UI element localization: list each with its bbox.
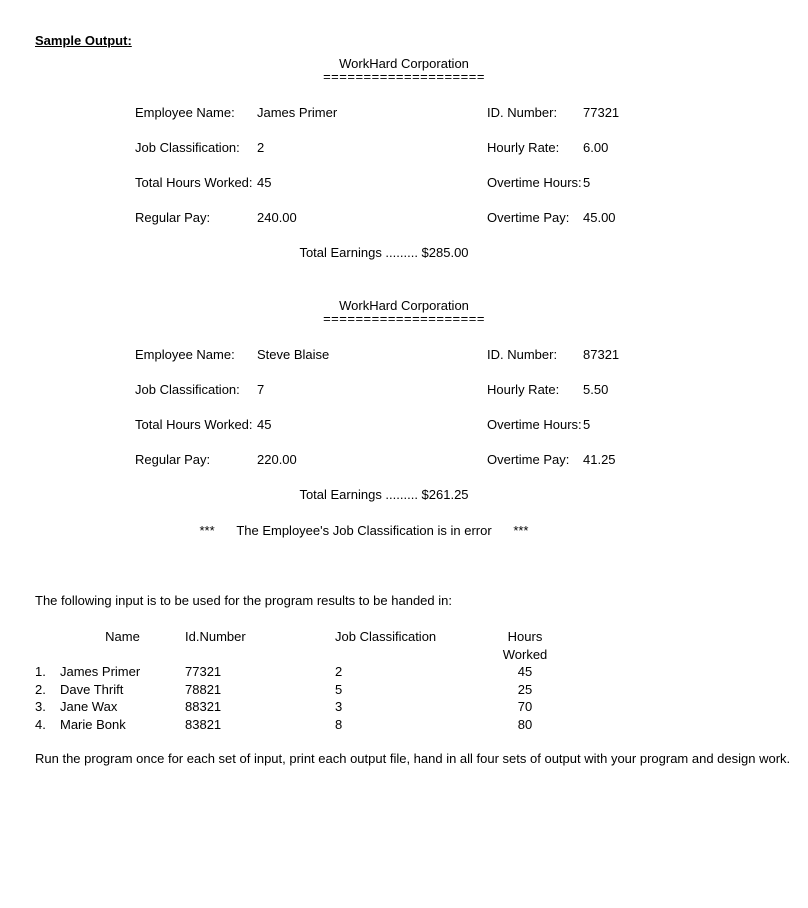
field-label: Job Classification: bbox=[135, 140, 240, 155]
company-name: WorkHard Corporation bbox=[339, 298, 469, 313]
field-value: 77321 bbox=[583, 105, 620, 120]
pay-stub-2 bbox=[35, 298, 773, 538]
field-value: 45 bbox=[257, 175, 272, 190]
cell-name: Marie Bonk bbox=[60, 716, 126, 732]
cell-hours-worked: 25 bbox=[517, 681, 533, 697]
pay-stub-fields bbox=[135, 105, 773, 225]
cell-job-classification: 8 bbox=[335, 716, 343, 732]
field-value: 41.25 bbox=[583, 452, 616, 467]
company-underline: ==================== bbox=[323, 311, 485, 326]
company-name: WorkHard Corporation bbox=[339, 56, 469, 71]
field-value: 45.00 bbox=[583, 210, 616, 225]
error-star-right: *** bbox=[513, 523, 529, 538]
col-header-job-classification: Job Classification bbox=[335, 629, 437, 644]
col-spacer bbox=[35, 628, 60, 663]
field-label: Regular Pay: bbox=[135, 452, 211, 467]
pay-stub-1 bbox=[35, 56, 773, 260]
cell-id-number: 78821 bbox=[185, 681, 222, 697]
stub-row bbox=[135, 175, 773, 190]
field-label: Total Hours Worked: bbox=[135, 175, 253, 190]
field-value: 87321 bbox=[583, 347, 620, 362]
stub-row bbox=[135, 105, 773, 120]
cell-name: Dave Thrift bbox=[60, 681, 124, 697]
cell-name: Jane Wax bbox=[60, 699, 118, 714]
row-number: 4. bbox=[35, 716, 46, 732]
col-header-hours-worked: Hours Worked bbox=[502, 629, 548, 662]
cell-hours-worked: 70 bbox=[517, 699, 533, 714]
stub-row bbox=[135, 140, 773, 155]
stub-row bbox=[135, 382, 773, 397]
field-label: Overtime Pay: bbox=[487, 210, 570, 225]
cell-name: James Primer bbox=[60, 664, 141, 679]
cell-job-classification: 2 bbox=[335, 664, 343, 679]
sample-output-heading: Sample Output: bbox=[35, 33, 132, 48]
cell-job-classification: 3 bbox=[335, 699, 343, 714]
field-label: Overtime Hours: bbox=[487, 175, 582, 190]
field-value: 5.50 bbox=[583, 382, 609, 397]
total-earnings: Total Earnings ......... $261.25 bbox=[299, 487, 469, 502]
cell-id-number: 88321 bbox=[185, 699, 222, 714]
field-label: Overtime Hours: bbox=[487, 417, 582, 432]
col-header-id-number: Id.Number bbox=[185, 629, 246, 644]
field-label: Employee Name: bbox=[135, 347, 235, 362]
field-label: Overtime Pay: bbox=[487, 452, 570, 467]
field-value: 45 bbox=[257, 417, 272, 432]
row-number: 3. bbox=[35, 699, 46, 714]
error-message-line bbox=[0, 523, 733, 538]
stub-row bbox=[135, 417, 773, 432]
footer-instruction: Run the program once for each set of input, print each output file, hand in all four sets of output with your program and design work. bbox=[35, 751, 791, 766]
field-label: Regular Pay: bbox=[135, 210, 211, 225]
field-value: James Primer bbox=[257, 105, 338, 120]
table-row bbox=[35, 663, 773, 681]
field-label: Hourly Rate: bbox=[487, 382, 560, 397]
field-value: 5 bbox=[583, 175, 591, 190]
field-label: Total Hours Worked: bbox=[135, 417, 253, 432]
stub-row bbox=[135, 347, 773, 362]
field-value: 6.00 bbox=[583, 140, 609, 155]
cell-hours-worked: 80 bbox=[517, 716, 533, 732]
table-row bbox=[35, 698, 773, 716]
col-header-name: Name bbox=[105, 629, 140, 644]
field-value: 240.00 bbox=[257, 210, 297, 225]
cell-job-classification: 5 bbox=[335, 681, 343, 697]
stub-row bbox=[135, 452, 773, 467]
field-value: 220.00 bbox=[257, 452, 297, 467]
field-value: 5 bbox=[583, 417, 591, 432]
row-number: 1. bbox=[35, 664, 46, 679]
table-row bbox=[35, 716, 773, 734]
table-row bbox=[35, 681, 773, 699]
cell-hours-worked: 45 bbox=[517, 664, 533, 679]
field-value: 7 bbox=[257, 382, 265, 397]
stub-row bbox=[135, 210, 773, 225]
row-number: 2. bbox=[35, 681, 46, 697]
field-label: ID. Number: bbox=[487, 347, 558, 362]
input-table bbox=[35, 628, 773, 733]
field-label: Employee Name: bbox=[135, 105, 235, 120]
error-message-text: The Employee's Job Classification is in error bbox=[236, 523, 492, 538]
field-label: ID. Number: bbox=[487, 105, 558, 120]
table-header-row bbox=[35, 628, 773, 663]
cell-id-number: 83821 bbox=[185, 716, 222, 732]
cell-id-number: 77321 bbox=[185, 664, 222, 679]
field-value: 2 bbox=[257, 140, 265, 155]
pay-stub-fields bbox=[135, 347, 773, 467]
total-earnings: Total Earnings ......... $285.00 bbox=[299, 245, 469, 260]
field-value: Steve Blaise bbox=[257, 347, 330, 362]
input-intro-text: The following input is to be used for the program results to be handed in: bbox=[35, 593, 452, 608]
company-underline: ==================== bbox=[323, 69, 485, 84]
field-label: Hourly Rate: bbox=[487, 140, 560, 155]
error-star-left: *** bbox=[199, 523, 215, 538]
field-label: Job Classification: bbox=[135, 382, 240, 397]
